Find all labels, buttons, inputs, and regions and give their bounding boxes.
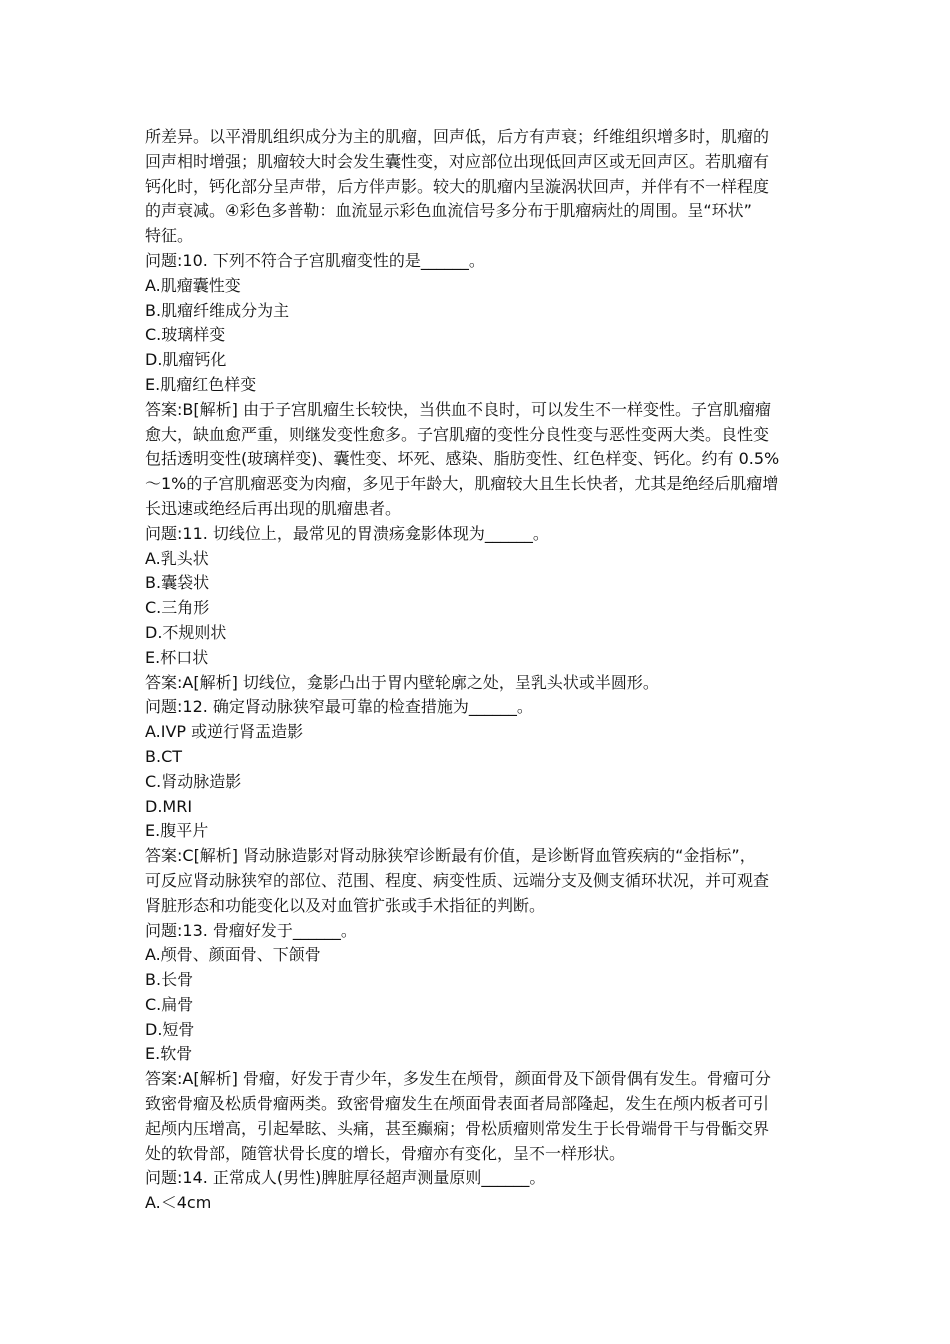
document-content xyxy=(145,125,810,1216)
option-d: D.不规则状 xyxy=(145,622,227,642)
answer-line: 可反应肾动脉狭窄的部位、范围、程度、病变性质、远端分支及侧支循环状况，并可观查 xyxy=(145,870,770,890)
answer-line: 致密骨瘤及松质骨瘤两类。致密骨瘤发生在颅面骨表面者局部隆起，发生在颅内板者可引 xyxy=(145,1094,770,1114)
answer-line: 答案:A[解析] 骨瘤，好发于青少年，多发生在颅骨，颜面骨及下颌骨偶有发生。骨瘤可分 xyxy=(145,1069,771,1089)
text-line: 的声衰减。④彩色多普勒：血流显示彩色血流信号多分布于肌瘤病灶的周围。呈“环状” xyxy=(145,201,752,221)
option-c: C.扁骨 xyxy=(145,994,194,1014)
answer-line: 处的软骨部，随管状骨长度的增长，骨瘤亦有变化，呈不一样形状。 xyxy=(145,1143,626,1163)
answer-line: 肾脏形态和功能变化以及对血管扩张或手术指征的判断。 xyxy=(145,895,546,915)
option-c: C.玻璃样变 xyxy=(145,325,226,345)
question-text: 问题:12. 确定肾动脉狭窄最可靠的检查措施为______。 xyxy=(145,697,533,717)
option-e: E.杯口状 xyxy=(145,647,209,667)
answer-line: ～1%的子宫肌瘤恶变为肉瘤，多见于年龄大，肌瘤较大且生长快者，尤其是绝经后肌瘤增 xyxy=(145,474,779,494)
option-d: D.MRI xyxy=(145,796,193,816)
question-text: 问题:14. 正常成人(男性)脾脏厚径超声测量原则______。 xyxy=(145,1168,546,1188)
answer-line: 包括透明变性(玻璃样变)、囊性变、坏死、感染、脂肪变性、红色样变、钙化。约有 0.5% xyxy=(145,449,780,469)
answer-line: 答案:B[解析] 由于子宫肌瘤生长较快，当供血不良时，可以发生不一样变性。子宫肌瘤瘤 xyxy=(145,399,771,419)
option-b: B.囊袋状 xyxy=(145,573,210,593)
option-b: B.肌瘤纤维成分为主 xyxy=(145,300,290,320)
answer-line: 答案:C[解析] 肾动脉造影对肾动脉狭窄诊断最有价值，是诊断肾血管疾病的“金指标”， xyxy=(145,846,756,866)
answer-line: 答案:A[解析] 切线位，龛影凸出于胃内壁轮廓之处，呈乳头状或半圆形。 xyxy=(145,672,659,692)
option-e: E.软骨 xyxy=(145,1044,193,1064)
option-d: D.肌瘤钙化 xyxy=(145,350,227,370)
text-line: 特征。 xyxy=(145,226,194,246)
option-a: A.颅骨、颜面骨、下颌骨 xyxy=(145,945,321,965)
question-12 xyxy=(145,695,810,918)
question-13 xyxy=(145,919,810,1167)
option-a: A.＜4cm xyxy=(145,1193,212,1213)
answer-line: 起颅内压增高，引起晕眩、头痛，甚至癫痫；骨松质瘤则常发生于长骨端骨干与骨骺交界 xyxy=(145,1118,770,1138)
text-line: 回声相时增强；肌瘤较大时会发生囊性变，对应部位出现低回声区或无回声区。若肌瘤有 xyxy=(145,151,770,171)
answer-line: 长迅速或绝经后再出现的肌瘤患者。 xyxy=(145,498,402,518)
option-c: C.肾动脉造影 xyxy=(145,771,242,791)
option-a: A.肌瘤囊性变 xyxy=(145,275,241,295)
text-line: 钙化时，钙化部分呈声带，后方伴声影。较大的肌瘤内呈漩涡状回声，并伴有不一样程度 xyxy=(145,176,770,196)
option-d: D.短骨 xyxy=(145,1019,195,1039)
question-10 xyxy=(145,249,810,522)
option-c: C.三角形 xyxy=(145,598,210,618)
option-a: A.乳头状 xyxy=(145,548,209,568)
question-11 xyxy=(145,522,810,696)
option-a: A.IVP 或逆行肾盂造影 xyxy=(145,722,304,742)
option-b: B.长骨 xyxy=(145,970,194,990)
question-14 xyxy=(145,1166,810,1216)
question-text: 问题:13. 骨瘤好发于______。 xyxy=(145,920,357,940)
option-b: B.CT xyxy=(145,746,183,766)
option-e: E.肌瘤红色样变 xyxy=(145,374,257,394)
continuation-paragraph xyxy=(145,125,810,249)
option-e: E.腹平片 xyxy=(145,821,209,841)
answer-line: 愈大，缺血愈严重，则继发变性愈多。子宫肌瘤的变性分良性变与恶性变两大类。良性变 xyxy=(145,424,770,444)
text-line: 所差异。以平滑肌组织成分为主的肌瘤，回声低，后方有声衰；纤维组织增多时，肌瘤的 xyxy=(145,127,770,146)
question-text: 问题:10. 下列不符合子宫肌瘤变性的是______。 xyxy=(145,250,485,270)
question-text: 问题:11. 切线位上，最常见的胃溃疡龛影体现为______。 xyxy=(145,523,549,543)
